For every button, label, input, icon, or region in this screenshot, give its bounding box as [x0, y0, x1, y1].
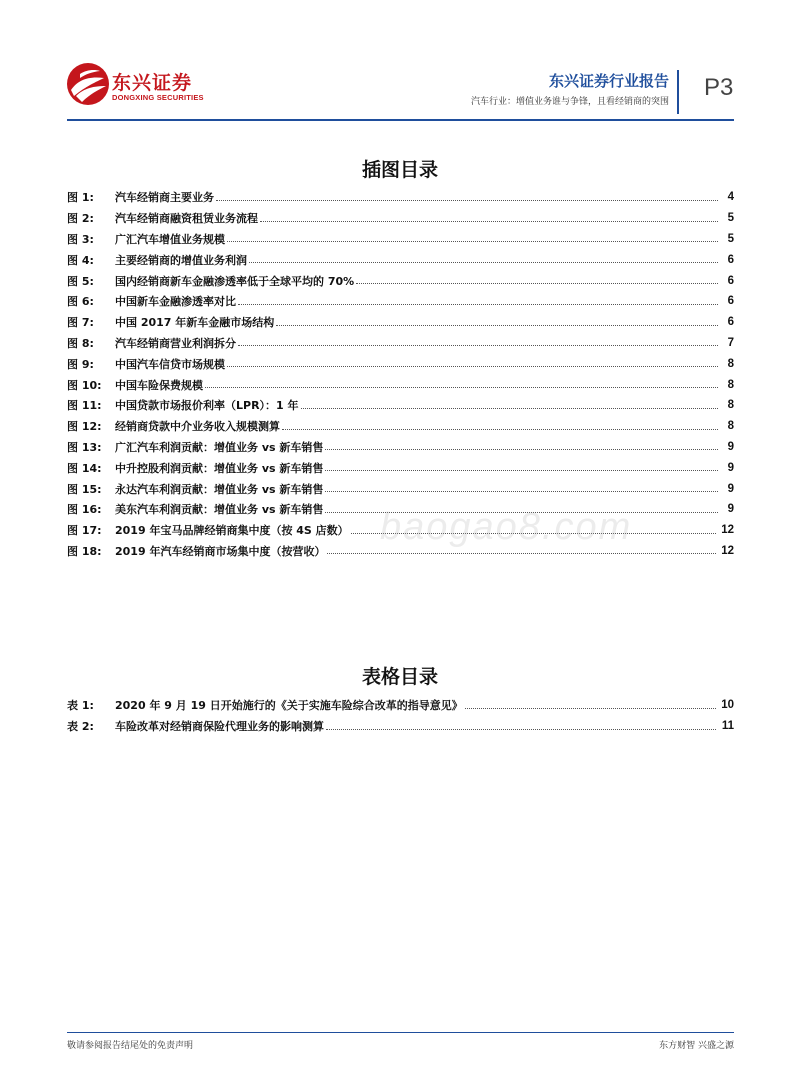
dongxing-logo-icon [66, 62, 110, 106]
figure-toc-page-number: 4 [727, 191, 734, 204]
report-title: 东兴证券行业报告 [548, 72, 669, 90]
figure-toc-page-number: 9 [727, 482, 734, 495]
table-toc-page-number: 11 [721, 720, 734, 733]
figure-toc-caption: 2019 年汽车经销商市场集中度（按营收） [115, 544, 326, 558]
figure-toc-page-number: 12 [721, 524, 734, 537]
figure-toc-caption: 美东汽车利润贡献：增值业务 vs 新车销售 [115, 503, 324, 517]
header-divider [677, 70, 679, 114]
figure-toc-caption: 永达汽车利润贡献：增值业务 vs 新车销售 [115, 482, 324, 496]
figure-toc-number: 图 7: [67, 316, 94, 330]
figures-toc-title: 插图目录 [361, 159, 438, 181]
dot-leader [249, 262, 718, 263]
figure-toc-number: 图 5: [67, 274, 94, 288]
dot-leader [205, 387, 718, 388]
figure-toc-entry[interactable] [67, 353, 734, 374]
figure-toc-caption: 中国车险保费规模 [115, 378, 203, 392]
figure-toc-number: 图 17: [67, 524, 102, 538]
tables-toc-list [67, 695, 734, 737]
figure-toc-caption: 汽车经销商营业利润拆分 [115, 336, 236, 350]
dot-leader [327, 553, 716, 554]
figure-toc-page-number: 6 [727, 274, 734, 287]
figure-toc-number: 图 8: [67, 336, 94, 350]
figure-toc-page-number: 8 [727, 420, 734, 433]
figure-toc-entry[interactable] [67, 457, 734, 478]
figure-toc-caption: 2019 年宝马品牌经销商集中度（按 4S 店数） [115, 524, 349, 538]
figure-toc-entry[interactable] [67, 249, 734, 270]
figure-toc-number: 图 18: [67, 544, 102, 558]
figure-toc-number: 图 9: [67, 357, 94, 371]
figure-toc-caption: 汽车经销商主要业务 [115, 191, 214, 205]
figure-toc-entry[interactable] [67, 229, 734, 250]
page-header [0, 0, 800, 125]
figure-toc-caption: 中国新车金融渗透率对比 [115, 295, 236, 309]
figure-toc-caption: 广汇汽车增值业务规模 [115, 232, 225, 246]
figure-toc-entry[interactable] [67, 208, 734, 229]
figure-toc-page-number: 5 [727, 212, 734, 225]
figure-toc-number: 图 10: [67, 378, 102, 392]
figure-toc-caption: 汽车经销商融资租赁业务流程 [115, 212, 258, 226]
footer-slogan: 东方财智 兴盛之源 [659, 1041, 734, 1051]
figure-toc-page-number: 7 [727, 336, 734, 349]
figure-toc-caption: 国内经销商新车金融渗透率低于全球平均的 70% [115, 274, 355, 288]
figure-toc-entry[interactable] [67, 478, 734, 499]
dot-leader [238, 345, 718, 346]
figure-toc-page-number: 6 [727, 253, 734, 266]
figure-toc-entry[interactable] [67, 395, 734, 416]
figure-toc-number: 图 2: [67, 212, 94, 226]
figure-toc-number: 图 3: [67, 232, 94, 246]
dot-leader [260, 221, 718, 222]
dot-leader [276, 325, 718, 326]
watermark: baogao8.com [380, 506, 633, 548]
dot-leader [326, 729, 716, 730]
figure-toc-number: 图 12: [67, 420, 102, 434]
dot-leader [227, 366, 718, 367]
dot-leader [465, 708, 716, 709]
figure-toc-caption: 经销商贷款中介业务收入规模测算 [115, 420, 280, 434]
dot-leader [216, 200, 718, 201]
figure-toc-number: 图 4: [67, 253, 94, 267]
figure-toc-number: 图 14: [67, 461, 102, 475]
dot-leader [325, 491, 718, 492]
figure-toc-page-number: 5 [727, 232, 734, 245]
figure-toc-caption: 中国贷款市场报价利率（LPR）：1 年 [115, 399, 299, 413]
figure-toc-entry[interactable] [67, 312, 734, 333]
company-logo [66, 62, 206, 112]
figure-toc-entry[interactable] [67, 416, 734, 437]
page-number: P3 [704, 74, 734, 101]
figure-toc-page-number: 9 [727, 440, 734, 453]
dot-leader [356, 283, 718, 284]
figure-toc-number: 图 11: [67, 399, 102, 413]
figure-toc-entry[interactable] [67, 437, 734, 458]
logo-chinese-name: 东兴证券 [112, 72, 193, 94]
table-toc-page-number: 10 [721, 699, 734, 712]
table-toc-number: 表 2: [67, 720, 94, 734]
table-toc-entry[interactable] [67, 695, 734, 716]
figure-toc-number: 图 13: [67, 440, 102, 454]
dot-leader [238, 304, 718, 305]
figure-toc-caption: 中国汽车信贷市场规模 [115, 357, 225, 371]
footer-rule [67, 1032, 734, 1033]
figure-toc-page-number: 9 [727, 503, 734, 516]
table-toc-entry[interactable] [67, 716, 734, 737]
figure-toc-entry[interactable] [67, 291, 734, 312]
figure-toc-entry[interactable] [67, 374, 734, 395]
figure-toc-page-number: 12 [721, 544, 734, 557]
figure-toc-entry[interactable] [67, 333, 734, 354]
dot-leader [227, 241, 718, 242]
header-rule [67, 119, 734, 121]
tables-toc-title: 表格目录 [361, 666, 438, 688]
figure-toc-caption: 中升控股利润贡献：增值业务 vs 新车销售 [115, 461, 324, 475]
figure-toc-caption: 主要经销商的增值业务利润 [115, 253, 247, 267]
logo-english-name: DONGXING SECURITIES [112, 93, 204, 102]
figure-toc-number: 图 6: [67, 295, 94, 309]
figure-toc-entry[interactable] [67, 187, 734, 208]
footer-disclaimer: 敬请参阅报告结尾处的免责声明 [67, 1041, 194, 1051]
figure-toc-page-number: 6 [727, 316, 734, 329]
table-toc-number: 表 1: [67, 699, 94, 713]
figure-toc-number: 图 16: [67, 503, 102, 517]
dot-leader [282, 429, 718, 430]
figure-toc-page-number: 8 [727, 378, 734, 391]
report-subtitle: 汽车行业：增值业务谁与争锋，且看经销商的突围 [470, 97, 669, 107]
table-toc-caption: 2020 年 9 月 19 日开始施行的《关于实施车险综合改革的指导意见》 [115, 699, 463, 713]
dot-leader [325, 449, 718, 450]
figure-toc-page-number: 8 [727, 357, 734, 370]
figure-toc-caption: 中国 2017 年新车金融市场结构 [115, 316, 275, 330]
figure-toc-number: 图 1: [67, 191, 94, 205]
figure-toc-number: 图 15: [67, 482, 102, 496]
figure-toc-entry[interactable] [67, 270, 734, 291]
dot-leader [301, 408, 718, 409]
dot-leader [325, 470, 718, 471]
figure-toc-page-number: 6 [727, 295, 734, 308]
figure-toc-page-number: 8 [727, 399, 734, 412]
figure-toc-caption: 广汇汽车利润贡献：增值业务 vs 新车销售 [115, 440, 324, 454]
table-toc-caption: 车险改革对经销商保险代理业务的影响测算 [115, 720, 324, 734]
figure-toc-page-number: 9 [727, 461, 734, 474]
